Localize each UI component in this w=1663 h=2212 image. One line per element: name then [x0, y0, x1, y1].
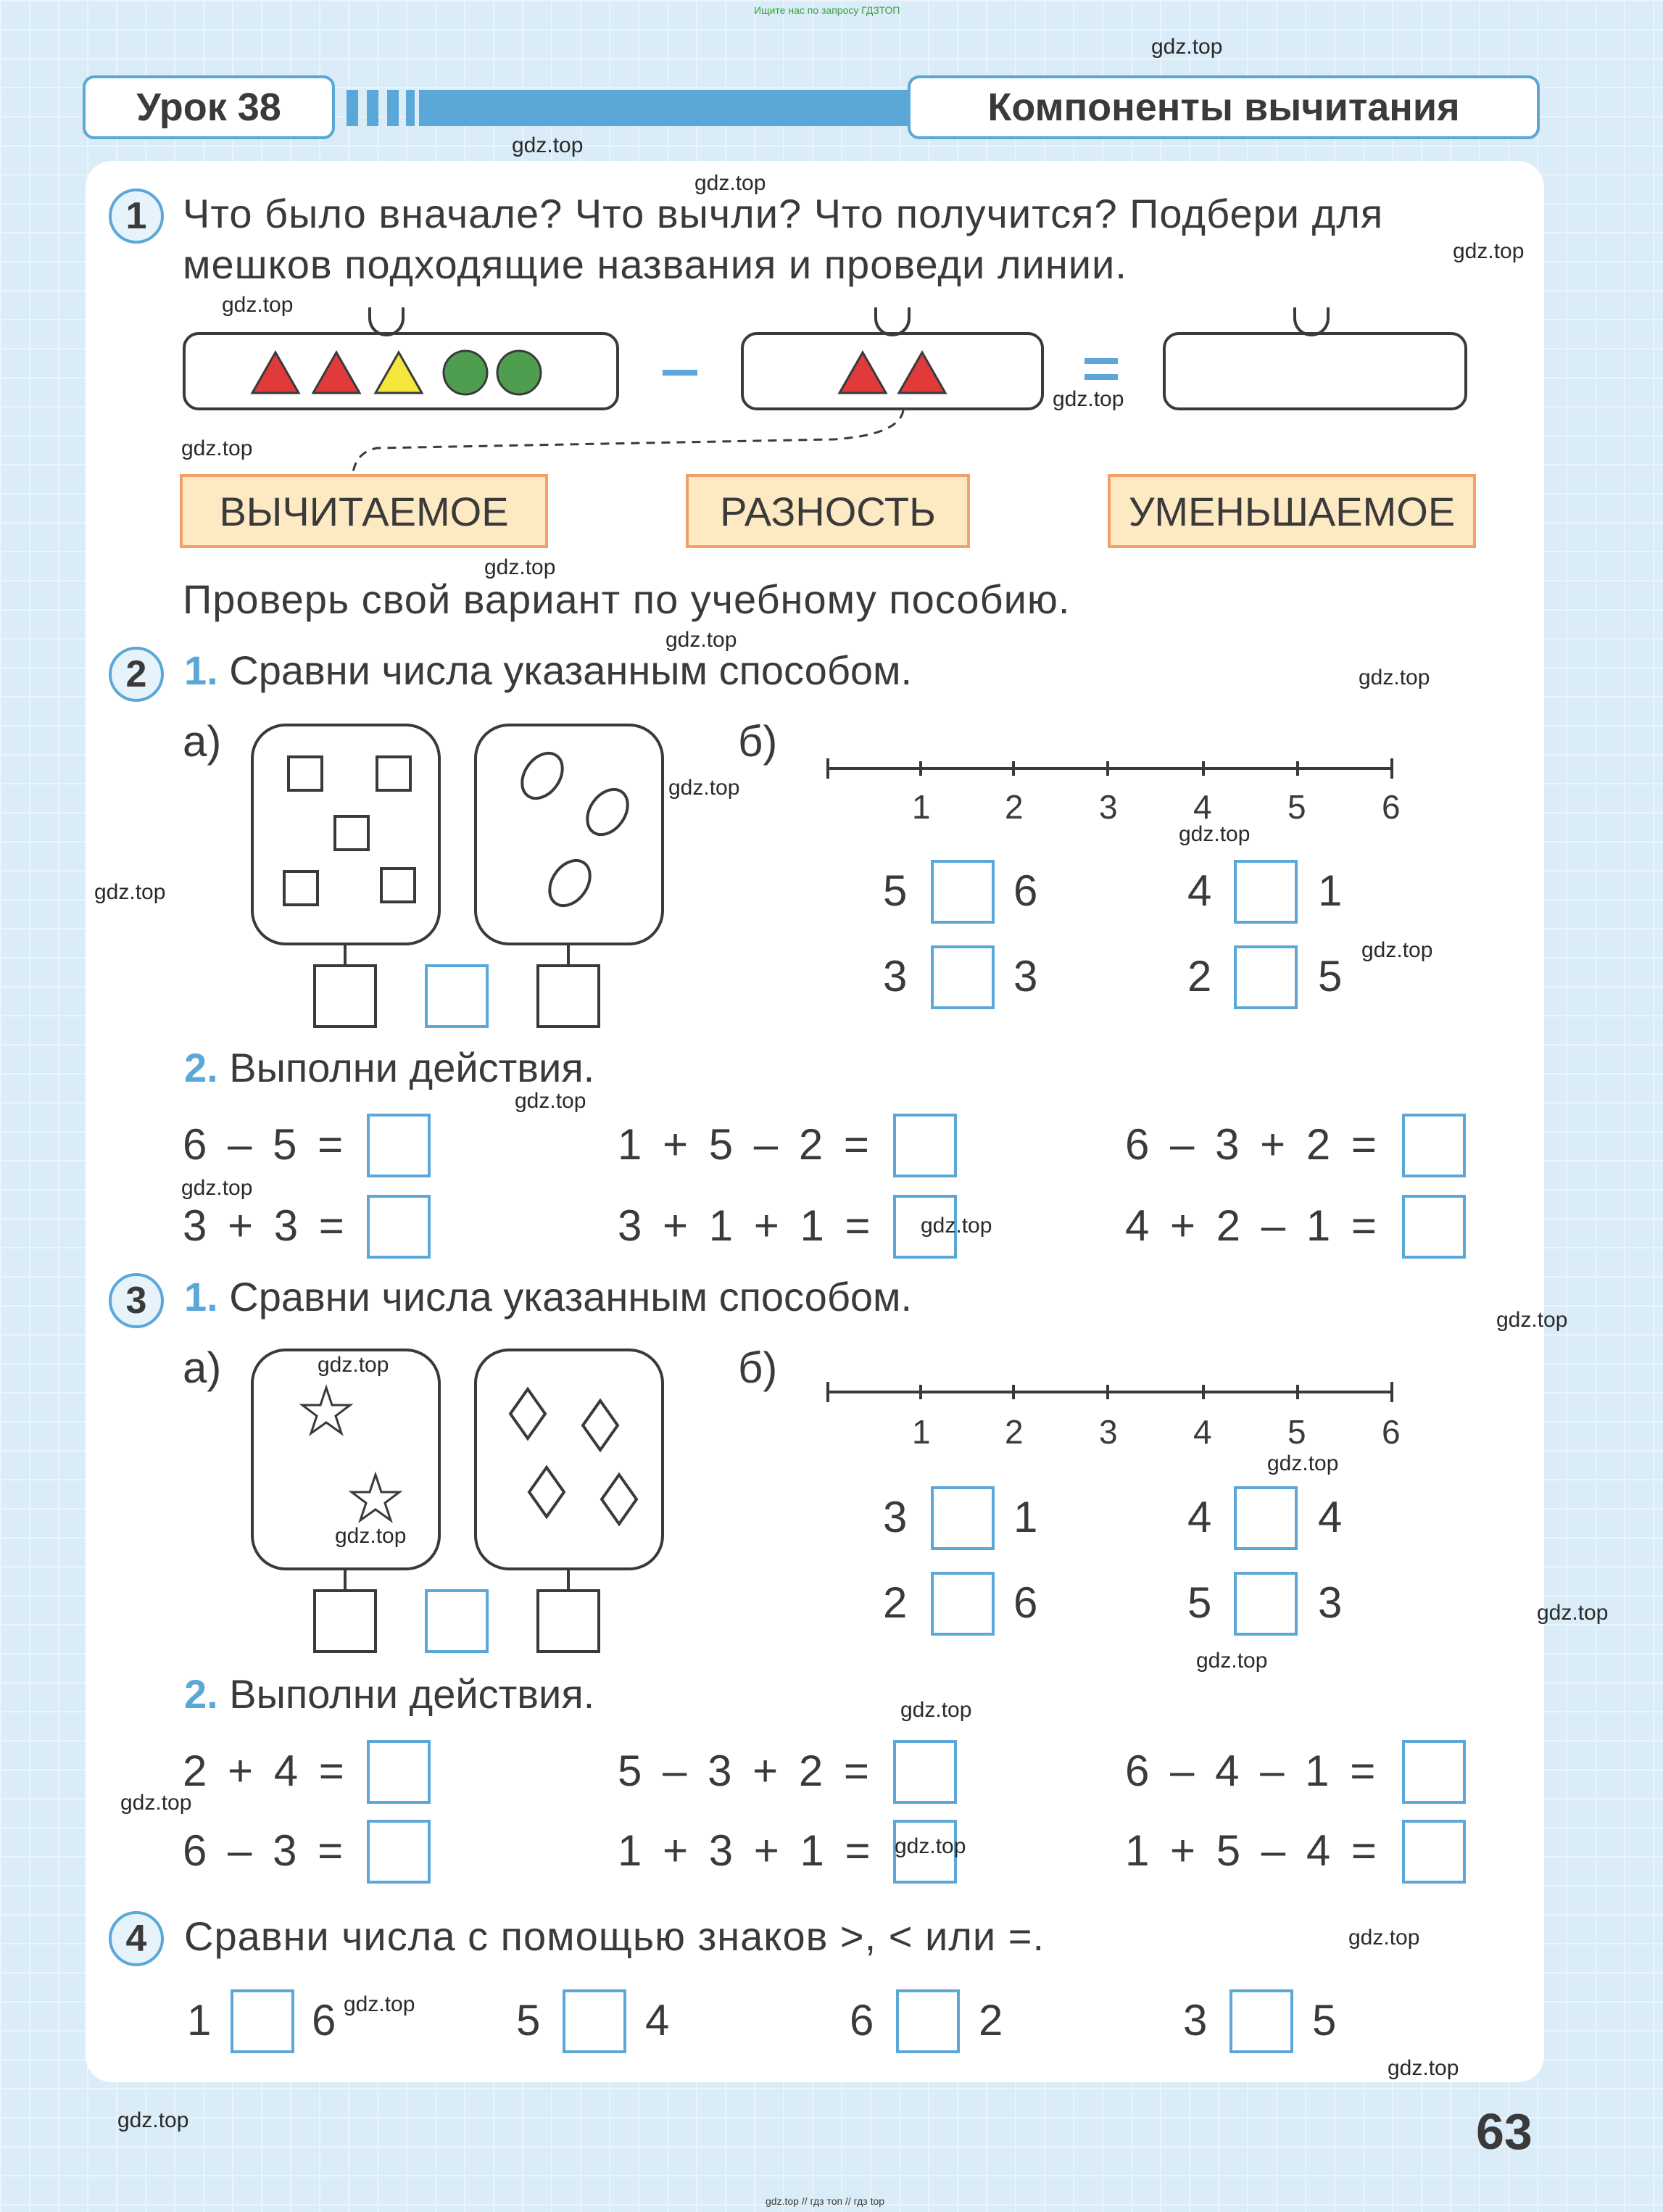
task4-pair1-right: 6 — [312, 1996, 336, 2045]
task4-pair2-box[interactable] — [563, 1989, 626, 2053]
task2-expr-1: 6 – 5 = — [183, 1120, 348, 1169]
task3-answer-4[interactable] — [367, 1820, 431, 1884]
task3-count-box-left[interactable] — [313, 1589, 377, 1653]
watermark: gdz.top — [1359, 666, 1430, 689]
task3-expr-4: 6 – 3 = — [183, 1826, 348, 1875]
diamond-icon — [529, 1467, 564, 1517]
watermark: gdz.top — [222, 293, 294, 317]
watermark: gdz.top — [921, 1214, 992, 1238]
star-icon — [352, 1475, 399, 1520]
task2-count-box-left[interactable] — [313, 964, 377, 1028]
task3-expr-2: 5 – 3 + 2 = — [618, 1747, 874, 1795]
task2-frame-squares — [251, 724, 441, 945]
oval-icon — [542, 853, 598, 913]
task2-pair2-right: 1 — [1318, 866, 1343, 915]
task3-pair4-right: 3 — [1318, 1578, 1343, 1627]
task2-part2-num: 2. — [184, 1045, 218, 1090]
task3-pair2-box[interactable] — [1234, 1486, 1298, 1550]
task2-pair1-box[interactable] — [931, 860, 995, 924]
task3-pair1-right: 1 — [1013, 1493, 1038, 1541]
task4-pair1-left: 1 — [187, 1996, 212, 2045]
task3-part1-num: 1. — [184, 1274, 218, 1320]
ovals-group — [477, 726, 661, 943]
task1-number: 1 — [109, 189, 164, 244]
task3-a-label: а) — [183, 1343, 222, 1392]
task2-pair1-left: 5 — [883, 866, 908, 915]
task3-part2-heading — [184, 1670, 594, 1718]
watermark: gdz.top — [181, 436, 253, 460]
bottom-note: gdz.top // гдз топ // гдз top — [766, 2195, 885, 2207]
diamond-icon — [602, 1475, 636, 1524]
task2-pair4-right: 5 — [1318, 952, 1343, 1001]
task3-frame-diamonds — [474, 1349, 664, 1570]
watermark: gdz.top — [1267, 1451, 1339, 1475]
watermark: gdz.top — [665, 628, 737, 652]
task3-tick-1: 1 — [912, 1413, 931, 1451]
watermark: gdz.top — [1179, 822, 1251, 846]
task4-pair4-left: 3 — [1183, 1996, 1208, 2045]
task3-expr-6: 1 + 5 – 4 = — [1125, 1826, 1381, 1875]
watermark: gdz.top — [344, 1992, 415, 2016]
task3-count-box-right[interactable] — [536, 1589, 600, 1653]
task2-tick-6: 6 — [1382, 788, 1401, 826]
task3-part2-text: Выполни действия. — [229, 1671, 595, 1717]
task2-frame-ovals — [474, 724, 664, 945]
diamond-icon — [583, 1401, 618, 1450]
task3-expr-5: 1 + 3 + 1 = — [618, 1826, 875, 1875]
label-subtrahend[interactable]: ВЫЧИТАЕМОЕ — [180, 474, 548, 548]
task3-pair1-box[interactable] — [931, 1486, 995, 1550]
task2-tick-4: 4 — [1193, 788, 1212, 826]
task3-number: 3 — [109, 1273, 164, 1328]
task1-text-line2: мешков подходящие названия и проведи линии. — [183, 241, 1127, 287]
watermark: gdz.top — [1348, 1926, 1420, 1950]
watermark: gdz.top — [1196, 1649, 1268, 1673]
watermark: gdz.top — [335, 1524, 407, 1548]
watermark: gdz.top — [117, 2108, 189, 2132]
task2-pair4-box[interactable] — [1234, 945, 1298, 1009]
square-icon — [289, 757, 322, 790]
task2-expr-3: 6 – 3 + 2 = — [1125, 1120, 1381, 1169]
watermark: gdz.top — [1053, 387, 1124, 411]
task2-answer-6[interactable] — [1402, 1195, 1466, 1259]
task2-pair3-right: 3 — [1013, 952, 1038, 1001]
task3-answer-3[interactable] — [1402, 1740, 1466, 1804]
watermark: gdz.top — [1388, 2056, 1459, 2080]
task2-pair4-left: 2 — [1187, 952, 1212, 1001]
watermark: gdz.top — [1537, 1601, 1609, 1625]
watermark: gdz.top — [515, 1089, 586, 1113]
task4-pair3-box[interactable] — [896, 1989, 960, 2053]
task2-pair2-box[interactable] — [1234, 860, 1298, 924]
task3-tick-6: 6 — [1382, 1413, 1401, 1451]
square-icon — [284, 871, 318, 905]
task2-number-line — [819, 754, 1399, 783]
task2-tick-5: 5 — [1287, 788, 1306, 826]
task2-tick-2: 2 — [1005, 788, 1024, 826]
task4-number: 4 — [109, 1911, 164, 1966]
task3-pair2-right: 4 — [1318, 1493, 1343, 1541]
task3-expr-3: 6 – 4 – 1 = — [1125, 1747, 1380, 1795]
task3-tick-4: 4 — [1193, 1413, 1212, 1451]
lesson-topic: Компоненты вычитания — [908, 75, 1540, 139]
diamond-icon — [510, 1389, 545, 1438]
task1-text-line1: Что было вначале? Что вычли? Что получится? Подбери для — [183, 191, 1384, 236]
task2-tick-1: 1 — [912, 788, 931, 826]
task2-tick-3: 3 — [1099, 788, 1118, 826]
task2-expr-2: 1 + 5 – 2 = — [618, 1120, 874, 1169]
task4-pair4-right: 5 — [1312, 1996, 1337, 2045]
watermark: gdz.top — [94, 880, 166, 904]
label-minuend[interactable]: УМЕНЬШАЕМОЕ — [1108, 474, 1476, 548]
task2-part2-text: Выполни действия. — [229, 1045, 595, 1090]
square-icon — [381, 869, 415, 902]
watermark: gdz.top — [1453, 239, 1525, 263]
task2-part1-text: Сравни числа указанным способом. — [229, 647, 913, 693]
task2-expr-5: 3 + 1 + 1 = — [618, 1201, 875, 1250]
task3-pair1-left: 3 — [883, 1493, 908, 1541]
top-note: Ищите нас по запросу ГДЗТОП — [754, 4, 900, 16]
task2-part1-num: 1. — [184, 647, 218, 693]
watermark: gdz.top — [694, 171, 766, 195]
task2-a-label: а) — [183, 717, 222, 766]
task3-compare-box[interactable] — [425, 1589, 489, 1653]
watermark: gdz.top — [900, 1698, 972, 1722]
square-icon — [377, 757, 410, 790]
watermark: gdz.top — [181, 1176, 253, 1200]
task3-pair4-box[interactable] — [1234, 1572, 1298, 1636]
task2-pair2-left: 4 — [1187, 866, 1212, 915]
square-icon — [335, 816, 368, 850]
task3-number-line — [819, 1378, 1399, 1407]
task3-answer-2[interactable] — [893, 1740, 957, 1804]
task2-answer-3[interactable] — [1402, 1114, 1466, 1177]
task3-pair3-box[interactable] — [931, 1572, 995, 1636]
task3-pair3-right: 6 — [1013, 1578, 1038, 1627]
squares-group — [254, 726, 438, 943]
task2-answer-4[interactable] — [367, 1195, 431, 1259]
lesson-label: Урок 38 — [83, 75, 335, 139]
task4-text: Сравни числа с помощью знаков >, < или =. — [184, 1913, 1045, 1959]
oval-icon — [579, 782, 636, 842]
task4-pair4-box[interactable] — [1229, 1989, 1293, 2053]
task3-tick-3: 3 — [1099, 1413, 1118, 1451]
task2-expr-6: 4 + 2 – 1 = — [1125, 1201, 1381, 1250]
watermark: gdz.top — [512, 133, 584, 157]
task3-pair2-left: 4 — [1187, 1493, 1212, 1541]
watermark: gdz.top — [1361, 938, 1433, 962]
task3-expr-1: 2 + 4 = — [183, 1747, 349, 1795]
diamonds-group — [477, 1351, 661, 1567]
task3-pair3-left: 2 — [883, 1578, 908, 1627]
task3-tick-2: 2 — [1005, 1413, 1024, 1451]
task3-answer-6[interactable] — [1402, 1820, 1466, 1884]
task3-b-label: б) — [738, 1343, 778, 1392]
watermark: gdz.top — [1151, 35, 1223, 59]
task2-count-box-right[interactable] — [536, 964, 600, 1028]
watermark: gdz.top — [1496, 1308, 1568, 1332]
watermark: gdz.top — [120, 1791, 192, 1815]
task4-pair3-right: 2 — [979, 1996, 1003, 2045]
watermark: gdz.top — [484, 555, 556, 579]
page-number: 63 — [1476, 2103, 1533, 2160]
task4-pair2-left: 5 — [516, 1996, 541, 2045]
task1-check-text: Проверь свой вариант по учебному пособию. — [183, 576, 1071, 622]
task3-answer-1[interactable] — [367, 1740, 431, 1804]
task2-part1-heading — [184, 647, 912, 694]
task4-pair3-left: 6 — [850, 1996, 874, 2045]
task2-number: 2 — [109, 647, 164, 702]
star-icon — [302, 1388, 350, 1433]
task2-pair1-right: 6 — [1013, 866, 1038, 915]
task2-compare-box[interactable] — [425, 964, 489, 1028]
watermark: gdz.top — [318, 1353, 389, 1377]
task2-pair3-left: 3 — [883, 952, 908, 1001]
task3-tick-5: 5 — [1287, 1413, 1306, 1451]
label-difference[interactable]: РАЗНОСТЬ — [686, 474, 970, 548]
task2-answer-2[interactable] — [893, 1114, 957, 1177]
oval-icon — [514, 745, 571, 805]
watermark: gdz.top — [895, 1834, 966, 1858]
task3-part2-num: 2. — [184, 1671, 218, 1717]
task2-part2-heading — [184, 1044, 594, 1091]
task3-pair4-left: 5 — [1187, 1578, 1212, 1627]
task3-part1-text: Сравни числа указанным способом. — [229, 1274, 913, 1320]
watermark: gdz.top — [668, 776, 740, 800]
task4-pair2-right: 4 — [645, 1996, 670, 2045]
task4-pair1-box[interactable] — [231, 1989, 294, 2053]
task2-answer-1[interactable] — [367, 1114, 431, 1177]
task2-b-label: б) — [738, 717, 778, 766]
task3-part1-heading — [184, 1273, 912, 1320]
task2-expr-4: 3 + 3 = — [183, 1201, 349, 1250]
task2-pair3-box[interactable] — [931, 945, 995, 1009]
